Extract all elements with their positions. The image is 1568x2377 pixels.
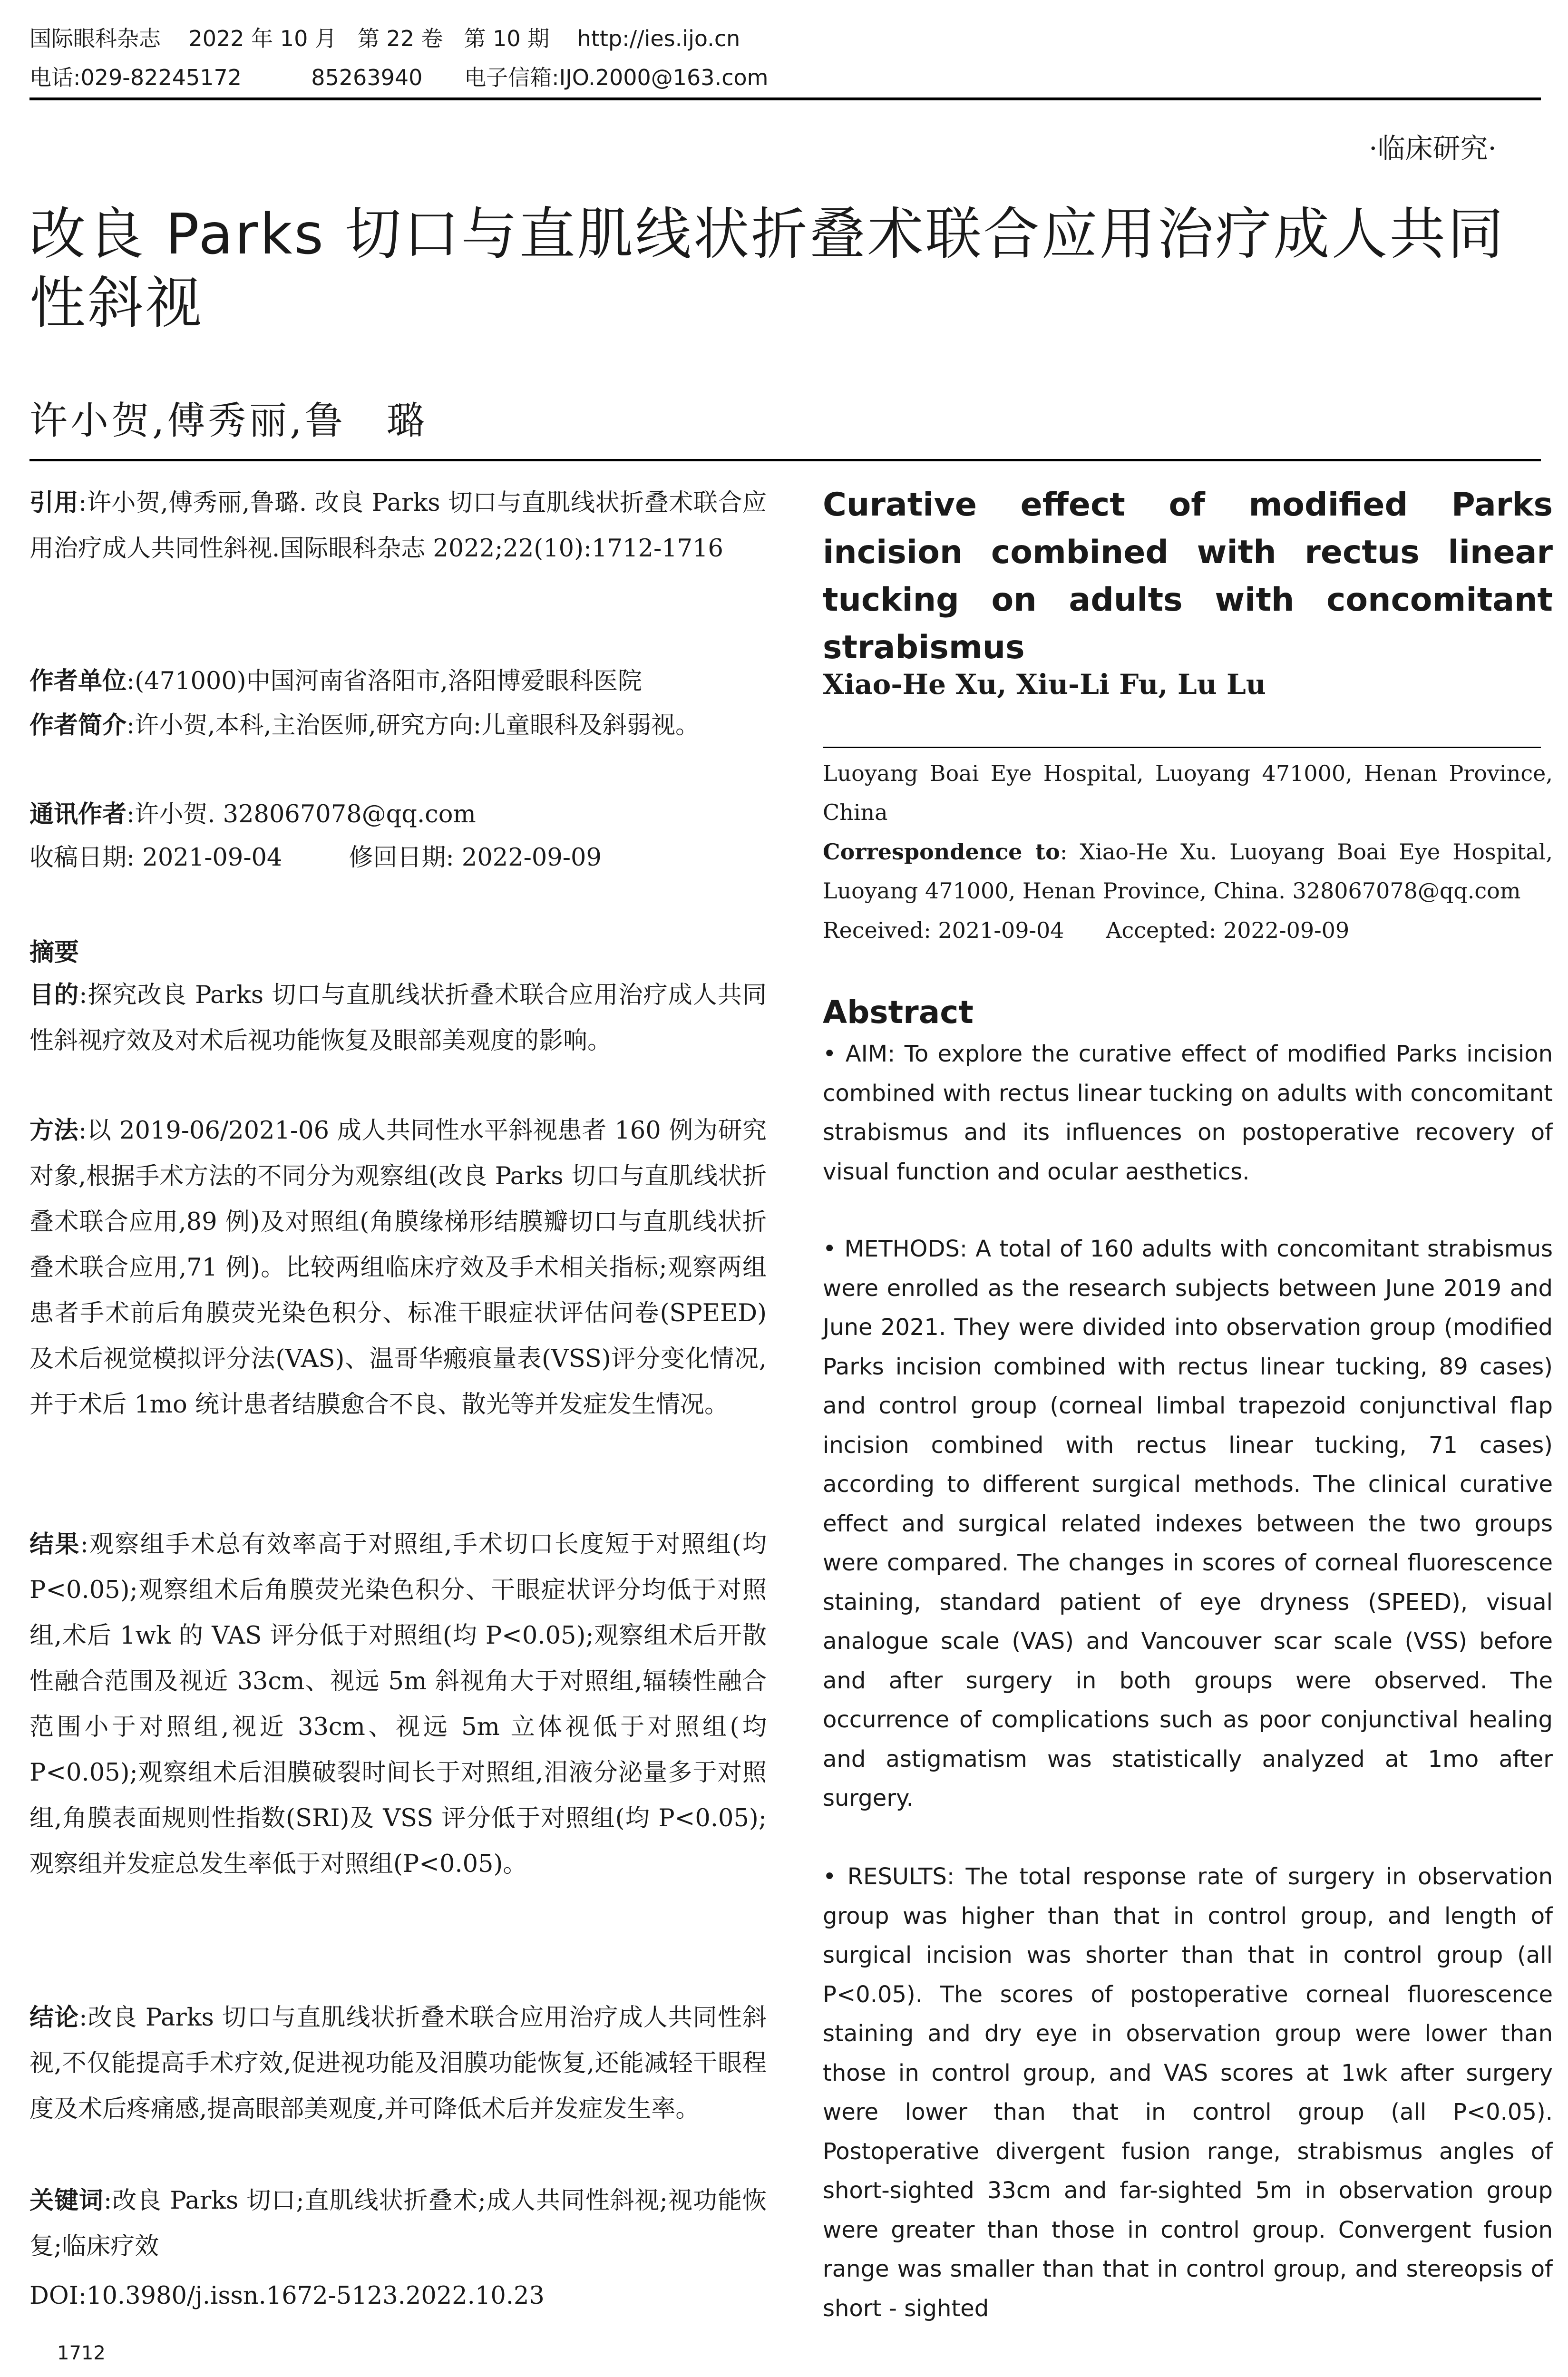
page-number: 1712 [57, 2342, 106, 2364]
affiliation-label: 作者单位 [29, 667, 127, 695]
citation-label: 引用 [29, 489, 79, 517]
affiliation-block [29, 659, 767, 704]
aim-en: • AIM: To explore the curative effect of modified Parks incision combined with rectus linear tucking on adults with concomitant strabismus and its influences on postoperative recovery of visual function and ocular aesthetics. [823, 1041, 1553, 1185]
corresponding-label: 通讯作者 [29, 800, 127, 828]
bio-block [29, 703, 767, 749]
abstract-heading-en: Abstract [823, 994, 974, 1031]
results-zh [29, 1522, 767, 1887]
english-affiliation: Luoyang Boai Eye Hospital, Luoyang 471000, Henan Province, China [823, 760, 1553, 825]
keywords-label-zh: 关键词 [29, 2187, 104, 2215]
keywords-text-zh: :改良 Parks 切口;直肌线状折叠术;成人共同性斜视;视功能恢复;临床疗效 [29, 2187, 767, 2260]
bio-text: :许小贺,本科,主治医师,研究方向:儿童眼科及斜弱视。 [127, 711, 700, 740]
conclusion-zh [29, 1995, 767, 2132]
bio-label: 作者简介 [29, 711, 127, 740]
methods-zh [29, 1108, 767, 1428]
corresponding-block [29, 792, 767, 838]
methods-label-zh: 方法 [29, 1117, 79, 1145]
title-rule [29, 459, 1541, 461]
dates-block [29, 835, 767, 881]
abstract-heading-zh: 摘要 [29, 938, 79, 967]
results-en: • RESULTS: The total response rate of surgery in observation group was higher than that in control group, and length of surgical incision was shorter than that in control group (all P<0.05). The scores of postoperative corneal fluorescence staining and dry eye in observation group were lower than those in control group, and VAS scores at 1wk after surgery were lower than that in control group (all P<0.05). Postoperative divergent fusion range, strabismus angles of short-sighted 33cm and far-sighted 5m in observation group were greater than those in control group. Convergent fusion range was smaller than that in control group, and stereopsis of short - sighted [823, 1863, 1553, 2322]
revised-label: 修回日期 [349, 844, 446, 872]
revised-date: : 2022-09-09 [446, 844, 602, 872]
journal-header-line1: 国际眼科杂志 2022 年 10 月 第 22 卷 第 10 期 http://ies.ijo.cn [29, 26, 740, 51]
received-date: : 2021-09-04 [127, 844, 282, 872]
correspondence-text: : Xiao-He Xu. Luoyang Boai Eye Hospital, Luoyang 471000, Henan Province, China. 328067078@qq.com [823, 839, 1553, 904]
english-dates: Received: 2021-09-04 Accepted: 2022-09-09 [823, 917, 1350, 943]
article-title: 改良 Parks 切口与直肌线状折叠术联合应用治疗成人共同性斜视 [29, 201, 1506, 336]
keywords-zh [29, 2178, 767, 2270]
aim-label-zh: 目的 [29, 981, 79, 1009]
results-text-zh: :观察组手术总有效率高于对照组,手术切口长度短于对照组(均 P<0.05);观察组术后角膜荧光染色积分、干眼症状评分均低于对照组,术后 1wk 的 VAS 评分低于对照组(均 P<0.05);观察组术后开散性融合范围及视近 33cm、视远 5m 斜视角大于对照组,辐辏性融合范围小于对照组,视近 33cm、视远 5m 立体视低于对照组(均 P<0.05);观察组术后泪膜破裂时间长于对照组,泪液分泌量多于对照组,角膜表面规则性指数(SRI)及 VSS 评分低于对照组(均 P<0.05);观察组并发症总发生率低于对照组(P<0.05)。 [29, 1530, 767, 1878]
aim-text-zh: :探究改良 Parks 切口与直肌线状折叠术联合应用治疗成人共同性斜视疗效及对术后视功能恢复及眼部美观度的影响。 [29, 981, 767, 1055]
methods-text-zh: :以 2019-06/2021-06 成人共同性水平斜视患者 160 例为研究对象,根据手术方法的不同分为观察组(改良 Parks 切口与直肌线状折叠术联合应用,89 例)及对照组(角膜缘梯形结膜瓣切口与直肌线状折叠术联合应用,71 例)。比较两组临床疗效及手术相关指标;观察两组患者手术前后角膜荧光染色积分、标准干眼症状评估问卷(SPEED)及术后视觉模拟评分法(VAS)、温哥华瘢痕量表(VSS)评分变化情况,并于术后 1mo 统计患者结膜愈合不良、散光等并发症发生情况。 [29, 1117, 767, 1419]
citation-block [29, 480, 767, 572]
conclusion-label-zh: 结论 [29, 2004, 79, 2032]
received-label: 收稿日期 [29, 844, 127, 872]
correspondence-label: Correspondence to [823, 839, 1060, 865]
english-title: Curative effect of modified Parks incision combined with rectus linear tucking on adults with concomitant strabismus [823, 486, 1553, 666]
aim-zh [29, 973, 767, 1064]
journal-header-line2: 电话:029-82245172 85263940 电子信箱:IJO.2000@163.com [29, 65, 769, 90]
doi: DOI:10.3980/j.issn.1672-5123.2022.10.23 [29, 2282, 545, 2310]
article-authors: 许小贺,傅秀丽,鲁 璐 [29, 399, 428, 443]
english-authors: Xiao-He Xu, Xiu-Li Fu, Lu Lu [823, 668, 1266, 701]
header-rule [29, 97, 1541, 100]
affiliation-text: :(471000)中国河南省洛阳市,洛阳博爱眼科医院 [127, 667, 642, 695]
english-authors-rule [823, 747, 1541, 748]
methods-en: • METHODS: A total of 160 adults with concomitant strabismus were enrolled as the research subjects between June 2019 and June 2021. They were divided into observation group (modified Parks incision combined with rectus linear tucking, 89 cases) and control group (corneal limbal trapezoid conjunctival flap incision combined with rectus linear tucking, 71 cases) according to different surgical methods. The clinical curative effect and surgical related indexes between the two groups were compared. The changes in scores of corneal fluorescence staining, standard patient of eye dryness (SPEED), visual analogue scale (VAS) and Vancouver scar scale (VSS) before and after surgery in both groups were observed. The occurrence of complications such as poor conjunctival healing and astigmatism was statistically analyzed at 1mo after surgery. [823, 1236, 1553, 1812]
results-label-zh: 结果 [29, 1530, 80, 1559]
conclusion-text-zh: :改良 Parks 切口与直肌线状折叠术联合应用治疗成人共同性斜视,不仅能提高手术疗效,促进视功能及泪膜功能恢复,还能减轻干眼程度及术后疼痛感,提高眼部美观度,并可降低术后并发症发生率。 [29, 2004, 767, 2123]
section-tag: ·临床研究· [1369, 132, 1497, 165]
english-correspondence [823, 832, 1553, 910]
citation-text: :许小贺,傅秀丽,鲁璐. 改良 Parks 切口与直肌线状折叠术联合应用治疗成人共同性斜视.国际眼科杂志 2022;22(10):1712-1716 [29, 489, 767, 563]
corresponding-text: :许小贺. 328067078@qq.com [127, 800, 476, 828]
